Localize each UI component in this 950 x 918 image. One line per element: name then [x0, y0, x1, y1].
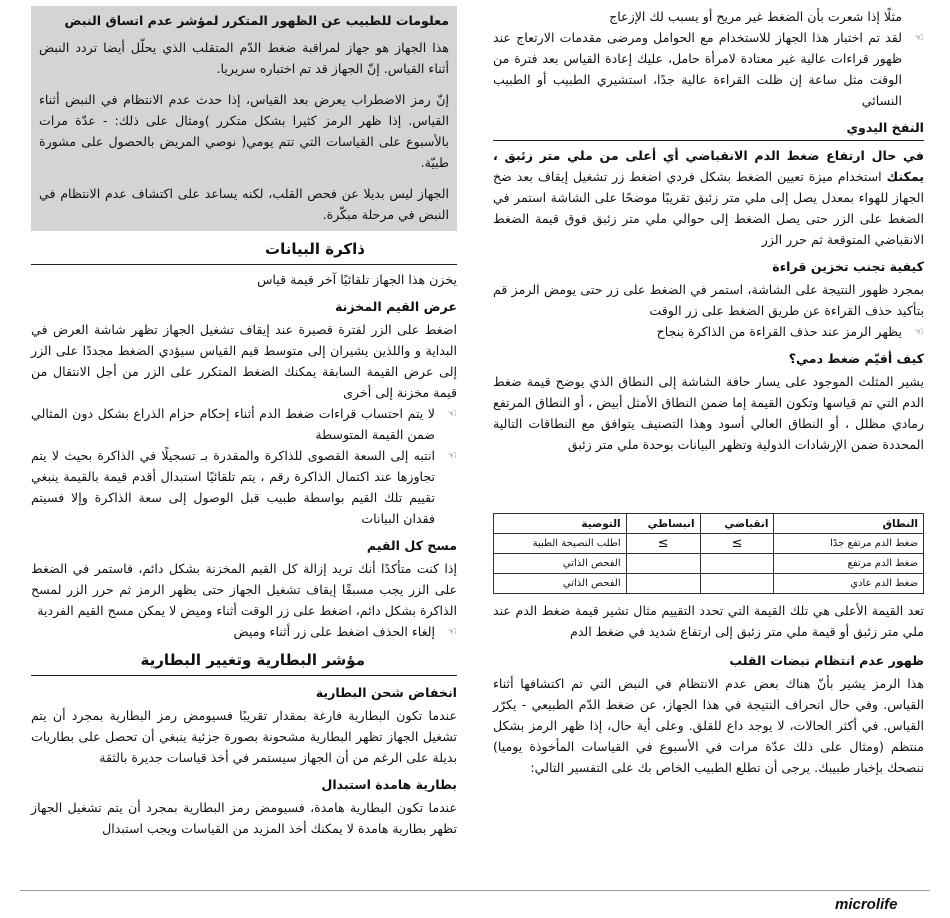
bullet-avoid-storing: ☜ يظهر الرمز عند حذف القراءة من الذاكرة بنجاح: [493, 321, 924, 342]
hand-pointer-icon: ☜: [914, 31, 924, 44]
table-cell: [700, 574, 774, 594]
heading-battery-low: انخفاض شحن البطارية: [315, 685, 457, 700]
avoid-storing-text: بمجرد ظهور النتيجة على الشاشة، استمر في الضغط على زر حتى يومض الرمز قم بتأكيد حذف القراءة عن طريق الضغط على زر الوقت: [493, 282, 924, 318]
data-memory-text: يخزن هذا الجهاز تلقائيًا آخر قيمة قياس: [257, 272, 457, 287]
table-row: [494, 534, 924, 554]
divider: [31, 264, 457, 265]
manual-inflation-body: استخدام ميزة تعيين الضغط بشكل فردي اضغط زر تشغيل إيقاف بعد ضخ الجهاز للهواء بمعدل يصل إلى ملي متر زئبق تقريبًا موضحًا على الشاشة استمر في الضغط على الزر حتى يصل الضغط إلى حوالي ملي متر زئبق فوق قيمة الضغط الانقباضي المتوقعة ثم حرر الزر: [493, 169, 924, 247]
hand-pointer-icon: ☜: [447, 449, 457, 462]
heading-irregular-heartbeat: ظهور عدم انتظام نبضات القلب: [729, 653, 924, 668]
doctor-info-box: [31, 6, 457, 231]
column-header-diastolic: انبساطي: [626, 514, 700, 534]
heading-avoid-storing: كيفية تجنب تخزين قراءة: [772, 259, 924, 274]
table-cell: ≥: [700, 534, 774, 554]
bullet-view-1: ☜ لا يتم احتساب قراءات ضغط الدم أثناء إحكام حزام الذراع بشكل دون المثالي ضمن القيمة المتوسطة: [31, 403, 457, 445]
clear-values-text: إذا كنت متأكدًا أنك تريد إزالة كل القيم المخزنة بشكل دائم، فاستمر في الضغط على الزر يجب مسبقًا إيقاف تشغيل الجهاز حتى يظهر الرمز ثم حرر الزر لمسح الذاكرة بشكل دائم، اضغط على زر الوقت أثناء وميض لا يمكن مسح القيم الفردية: [31, 561, 457, 618]
table-cell: ضغط الدم مرتفع جدًا: [774, 534, 924, 554]
battery-dead-text: عندما تكون البطارية هامدة، فسيومض رمز البطارية بمجرد أن يتم تشغيل الجهاز تظهر بطارية هامدة لا يمكنك أخذ المزيد من القياسات ويجب استبدال: [31, 800, 457, 836]
heading-assess-bp: كيف أقيّم ضغط دمي؟: [788, 351, 924, 366]
table-cell: [700, 554, 774, 574]
table-header-row: [494, 514, 924, 534]
doctor-info-paragraph: هذا الجهاز هو جهاز لمراقبة ضغط الدّم المتقلب الذي يحلّل أيضا تردد النبض أثناء القياس. إنّ الجهاز قد تم اختباره سريريا.: [39, 40, 449, 76]
table-cell: [626, 554, 700, 574]
table-cell: ≥: [626, 534, 700, 554]
bullet-pregnancy: ☜ لقد تم اختبار هذا الجهاز للاستخدام مع الحوامل ومرضى مقدمات الارتعاج عند ظهور قراءات عالية غير معتادة لامرأة حامل، عليك إعادة القياس بعد فترة من الوقت مثل ساعة إن ظلت القراءة عالية جدًا، استشيري الطبيب أو الطبيب النسائي: [493, 27, 924, 111]
hand-pointer-icon: ☜: [914, 325, 924, 338]
doctor-info-paragraph: إنّ رمز الاضطراب يعرض بعد القياس، إذا حدث عدم الانتظام في النبض أثناء القياس. إذا ظهر الرمز كثيرا بشكل متكرر )ومثال على ذلك: - عدّة مرات بالأسبوع على القياسات التي تتم يومي( نوصي المريض بالحصول على مشورة طبيّة.: [39, 92, 449, 170]
table-note-text: تعد القيمة الأعلى هي تلك القيمة التي تحدد التقييم مثال تشير قيمة ضغط الدم عند ملي متر زئبق أو قيمة ملي متر زئبق إلى ارتفاع شديد في ضغط الدم: [493, 603, 924, 639]
bullet-cancel-delete: ☜ إلغاء الحذف اضغط على زر أثناء وميض: [31, 621, 457, 642]
battery-low-text: عندما تكون البطارية فارغة بمقدار تقريبًا فسيومض رمز البطارية بمجرد أن يتم تشغيل الجهاز تظهر البطارية مشحونة بصورة جزئية ينبغي أن تحصل على بطاريات بديلة على الرغم من أن الجهاز سيستمر في أخذ قياسات جديرة بالثقة: [31, 708, 457, 765]
table-cell: الفحص الذاتي: [494, 554, 627, 574]
irregular-heartbeat-text: هذا الرمز يشير بأنّ هناك بعض عدم الانتظام في النبض التي تم اكتشافها أثناء القياس. وفي حال انحراف النتيجة في هذا الجهاز، عن ضغط الدّم الطبيعي - يكرّر القياس. في أكثر الحالات، لا يوجد داع للقلق. وعلى أية حال، إذا ظهر الرمز بشكل منتظم (ومثال على ذلك عدّة مرات في الأسبوع في القياسات المأخوذة يوميا) ننصحك بإخبار طبيبك. يرجى أن تطلع الطبيب الخاص بك على التفسير التالي:: [493, 676, 924, 775]
divider: [31, 675, 457, 676]
heading-manual-inflation: النفخ اليدوي: [846, 120, 924, 135]
heading-clear-values: مسح كل القيم: [366, 538, 457, 553]
table-cell: ضغط الدم مرتفع: [774, 554, 924, 574]
hand-pointer-icon: ☜: [447, 407, 457, 420]
brand-logo: microlife: [835, 896, 898, 913]
hand-pointer-icon: ☜: [447, 625, 457, 638]
table-cell: [626, 574, 700, 594]
heading-battery-dead: بطارية هامدة استبدال: [321, 777, 457, 792]
left-column: [31, 6, 457, 839]
table-cell: ضغط الدم عادي: [774, 574, 924, 594]
divider: [493, 140, 924, 141]
manual-inflation-bold: في حال ارتفاع ضغط الدم الانقباضي أي أعلى من ملي متر زئبق ، يمكنك: [493, 148, 924, 184]
intro-text: مثلًا إذا شعرت بأن الضغط غير مريح أو يسبب لك الإزعاج: [609, 9, 902, 24]
table-row: [494, 574, 924, 594]
heading-battery: مؤشر البطارية وتغيير البطارية: [140, 651, 365, 669]
right-column: [493, 6, 924, 778]
bullet-view-2: ☜ انتبه إلى السعة القصوى للذاكرة والمقدرة بـ تسجيلًا في الذاكرة بحيث لا يتم تجاوزها عند اكتمال الذاكرة رقم ، يتم تلقائيًا استبدال أقدم قيمة بالقيمة ينبغي تقييم تلك القيم بواسطة طبيب قبل الوصول إلى سعة الذاكرة وإلا فسيتم فقدان البيانات: [31, 445, 457, 529]
assess-bp-text: يشير المثلث الموجود على يسار حافة الشاشة إلى النطاق الذي يوضح قيمة ضغط الدم التي تم قياسها وتكون القيمة إما ضمن النطاق الأمثل أبيض ، أو النطاق المرتفع رمادي مظلل ، أو النطاق العالي أسود وهذا التصنيف يتوافق مع النطاقات التالية المحددة ضمن الإرشادات الدولية وتظهر البيانات بوحدة ملي متر زئبق: [493, 374, 924, 452]
heading-view-values: عرض القيم المخزنة: [334, 299, 457, 314]
heading-data-memory: ذاكرة البيانات: [265, 240, 365, 258]
bp-classification-table: [493, 513, 924, 594]
table-cell: الفحص الذاتي: [494, 574, 627, 594]
footer-divider: [20, 890, 930, 891]
column-header-range: النطاق: [774, 514, 924, 534]
table-cell: اطلب النصيحة الطبية: [494, 534, 627, 554]
column-header-systolic: انقباضي: [700, 514, 774, 534]
table-row: [494, 554, 924, 574]
manual-inflation-text: [493, 145, 924, 250]
column-header-recommendation: التوصية: [494, 514, 627, 534]
doctor-info-title: معلومات للطبيب عن الظهور المتكرر لمؤشر عدم اتساق النبض: [64, 13, 449, 28]
doctor-info-paragraph: الجهاز ليس بديلا عن فحص القلب، لكنه يساعد على اكتشاف عدم الانتظام في النبض في مرحلة مبكّرة.: [39, 186, 449, 222]
view-values-text: اضغط على الزر لفترة قصيرة عند إيقاف تشغيل الجهاز تظهر شاشة العرض في البداية و واللذين يشيران إلى متوسط قيم القياس سيؤدي الضغط مجددًا على الزر إلى عرض القيمة السابقة يمكنك الضغط المتكرر على الزر من أجل الانتقال من قيمة مخزنة إلى أخرى: [31, 322, 457, 400]
